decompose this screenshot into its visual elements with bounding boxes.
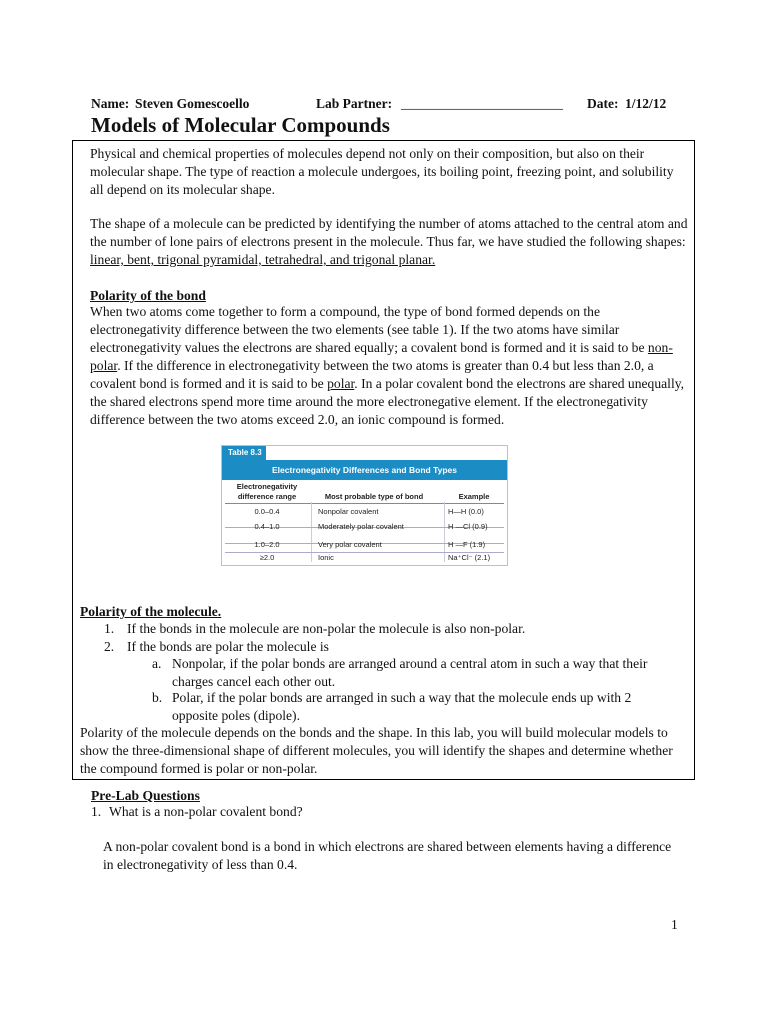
sub-item-label: a. xyxy=(152,656,162,671)
sub-item: Polar, if the polar bonds are arranged in such a way that the molecule ends up with 2 opposite poles (dipole). xyxy=(172,690,632,723)
question-text: What is a non-polar covalent bond? xyxy=(109,804,303,819)
list-item: If the bonds in the molecule are non-polar the molecule is also non-polar. xyxy=(127,621,526,636)
list-item: If the bonds are polar the molecule is xyxy=(127,639,329,654)
table-title: Electronegativity Differences and Bond Types xyxy=(222,460,507,480)
sub-item-label: b. xyxy=(152,690,163,705)
intro-paragraph-2 xyxy=(90,215,690,269)
table-cell: H—H (0.0) xyxy=(448,507,484,516)
intro-paragraph-1: Physical and chemical properties of molecules depend not only on their composition, but also on their molecular shape. The type of reaction a molecule undergoes, its boiling point, freezing point, and solubility all depend on its molecular shape. xyxy=(90,146,674,197)
table-header-bond: Most probable type of bond xyxy=(324,492,424,501)
table-cell: H —Cl (0.9) xyxy=(448,522,488,531)
name-label: Name: xyxy=(91,96,130,111)
date-label: Date: xyxy=(587,96,619,111)
table-row xyxy=(222,519,507,534)
partner-value: ________________________ xyxy=(401,96,563,111)
bond-text-3: . In a polar covalent bond the electrons are shared unequally, the shared electrons spend more time around the more electronegative element. If the electronegativity difference between the two atoms exceed 2.0, an ionic compound is formed. xyxy=(90,376,685,427)
date-value: 1/12/12 xyxy=(625,96,667,111)
table-tab: Table 8.3 xyxy=(222,446,266,460)
table-cell: 0.4–1.0 xyxy=(254,522,280,531)
table-cell: 1.0–2.0 xyxy=(254,540,280,549)
prelab-heading: Pre-Lab Questions xyxy=(91,788,200,803)
question-number: 1. xyxy=(91,804,102,819)
sub-item: Nonpolar, if the polar bonds are arranged around a central atom in such a way that their charges cancel each other out. xyxy=(172,656,648,689)
table-header-range: Electronegativity difference range xyxy=(236,482,298,501)
table-row xyxy=(222,504,507,519)
list-item-number: 1. xyxy=(104,621,115,636)
bond-polarity-heading: Polarity of the bond xyxy=(90,288,206,303)
shapes-list: linear, bent, trigonal pyramidal, tetrahedral, and trigonal planar. xyxy=(90,252,436,267)
molecule-closing-paragraph: Polarity of the molecule depends on the bonds and the shape. In this lab, you will build molecular models to show the three-dimensional shape of different molecules, you will identify the shapes and determine whether the compound formed is polar or non-polar. xyxy=(80,725,673,776)
electronegativity-table xyxy=(221,445,508,566)
table-cell: Moderately polar covalent xyxy=(318,522,404,531)
molecule-polarity-heading: Polarity of the molecule. xyxy=(80,604,222,619)
table-cell: ≥2.0 xyxy=(259,553,275,562)
answer-text: A non-polar covalent bond is a bond in which electrons are shared between elements having a difference in electronegativity of less than 0.4. xyxy=(103,839,672,872)
name-value: Steven Gomescoello xyxy=(135,96,250,111)
intro-p2-text: The shape of a molecule can be predicted by identifying the number of atoms attached to the central atom and the number of lone pairs of electrons present in the molecule. Thus far, we have studied the following shapes: xyxy=(90,216,688,249)
list-item-number: 2. xyxy=(104,639,115,654)
page-number: 1 xyxy=(671,917,678,932)
polar-term: polar xyxy=(327,376,355,391)
table-cell: Na⁺Cl⁻ (2.1) xyxy=(448,553,491,562)
nonpolar-term: non-polar xyxy=(90,340,673,373)
table-row xyxy=(222,550,507,565)
page-title: Models of Molecular Compounds xyxy=(91,113,390,137)
table-cell: 0.0–0.4 xyxy=(254,507,280,516)
table-cell: Ionic xyxy=(318,553,334,562)
table-cell: H —F (1.9) xyxy=(448,540,486,549)
table-cell: Very polar covalent xyxy=(318,540,382,549)
table-cell: Nonpolar covalent xyxy=(318,507,379,516)
partner-label: Lab Partner: xyxy=(316,96,393,111)
bond-polarity-paragraph xyxy=(90,303,690,429)
table-header-example: Example xyxy=(458,492,490,501)
bond-text-2: . If the difference in electronegativity between the two atoms is greater than 0.4 but less than 2.0, a covalent bond is formed and it is said to be xyxy=(90,358,654,391)
bond-text-1: When two atoms come together to form a compound, the type of bond formed depends on the electronegativity difference between the two elements (see table 1). If the two atoms have similar electronegativity values the electrons are shared equally; a covalent bond is formed and it is said to be xyxy=(90,304,648,355)
